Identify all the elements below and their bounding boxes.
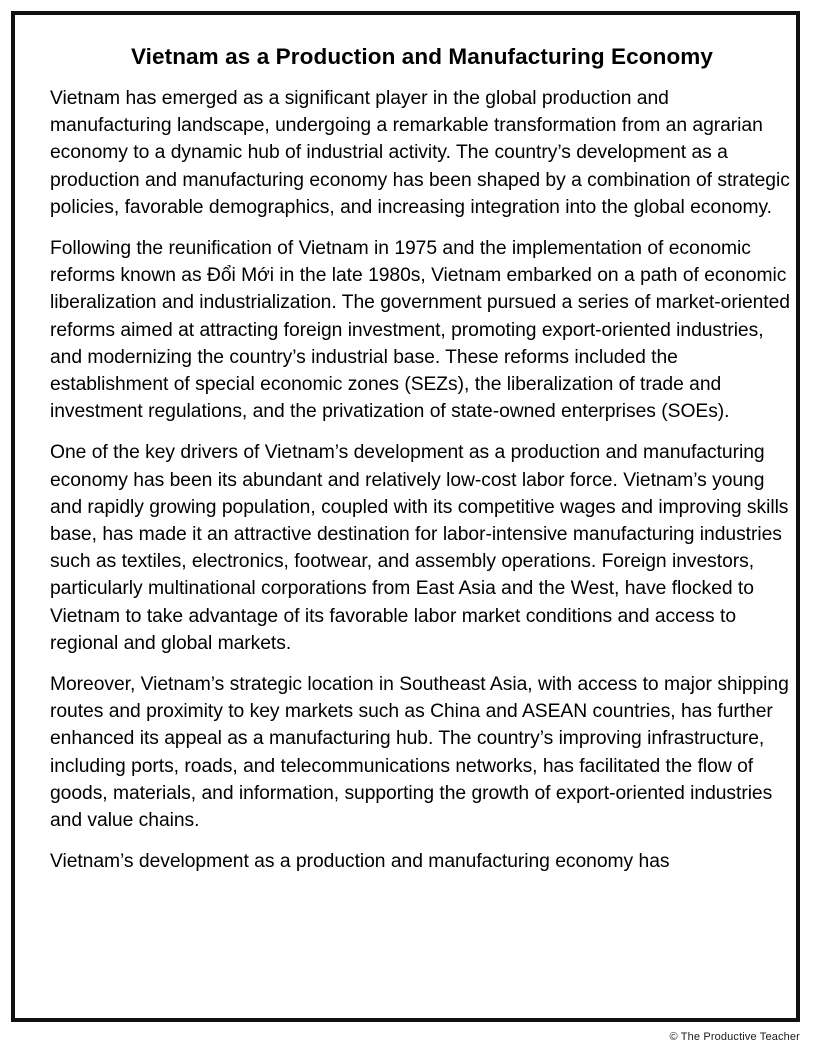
document-body	[50, 42, 794, 875]
body-paragraph-5: Vietnam’s development as a production and manufacturing economy has	[50, 851, 670, 873]
body-paragraph-2: Following the reunification of Vietnam in 1975 and the implementation of economic reforms known as Đổi Mới in the late 1980s, Vietnam embarked on a path of economic liberalization and industrialization. The government pursued a series of market-oriented reforms aimed at attracting foreign investment, promoting export-oriented industries, and modernizing the country’s industrial base. These reforms included the establishment of special economic zones (SEZs), the liberalization of trade and investment regulations, and the privatization of state-owned enterprises (SOEs).	[50, 238, 790, 423]
body-paragraph-1: Vietnam has emerged as a significant player in the global production and manufacturing landscape, undergoing a remarkable transformation from an agrarian economy to a dynamic hub of industrial activity. The country’s development as a production and manufacturing economy has been shaped by a combination of strategic policies, favorable demographics, and increasing integration into the global economy.	[50, 88, 790, 218]
page-title: Vietnam as a Production and Manufacturing Economy	[130, 44, 714, 69]
footer-copyright: © The Productive Teacher	[669, 1031, 800, 1043]
body-paragraph-3: One of the key drivers of Vietnam’s development as a production and manufacturing economy has been its abundant and relatively low-cost labor force. Vietnam’s young and rapidly growing population, coupled with its competitive wages and improving skills base, has made it an attractive destination for labor-intensive manufacturing industries such as textiles, electronics, footwear, and assembly operations. Foreign investors, particularly multinational corporations from East Asia and the West, have flocked to Vietnam to take advantage of its favorable labor market conditions and access to regional and global markets.	[50, 442, 789, 654]
page-content-frame	[11, 11, 800, 1022]
body-paragraph-4: Moreover, Vietnam’s strategic location in Southeast Asia, with access to major shipping routes and proximity to key markets such as China and ASEAN countries, has further enhanced its appeal as a manufacturing hub. The country’s improving infrastructure, including ports, roads, and telecommunications networks, has facilitated the flow of goods, materials, and information, supporting the growth of export-oriented industries and value chains.	[50, 674, 789, 832]
